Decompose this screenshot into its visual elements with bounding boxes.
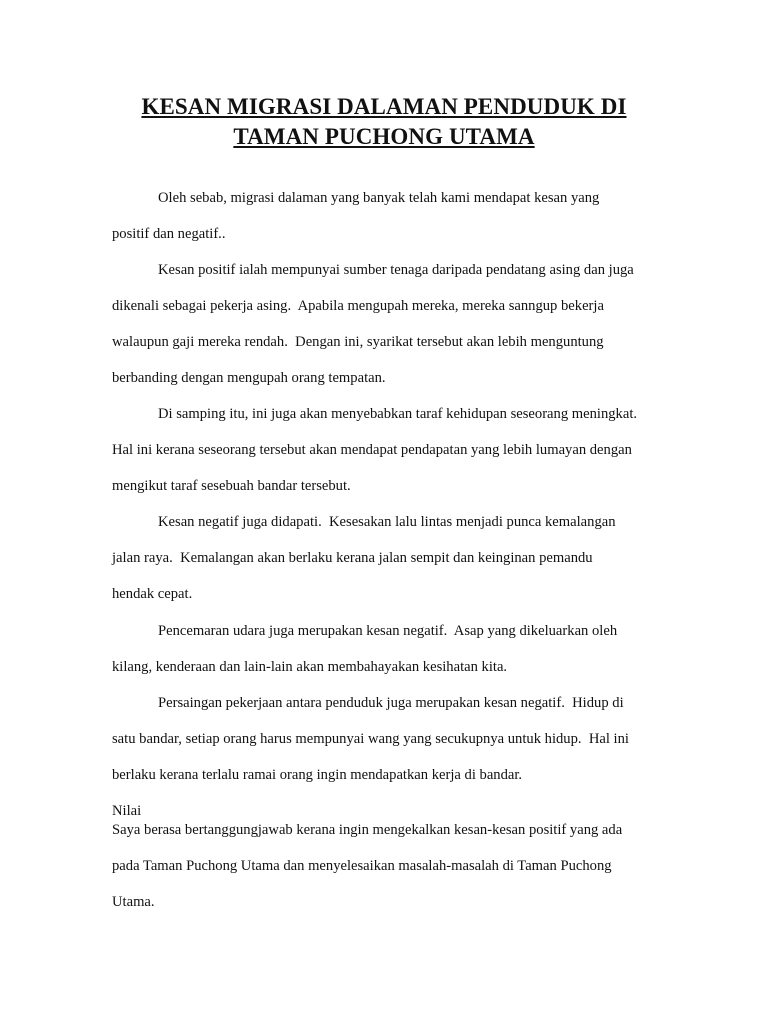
text-line: Oleh sebab, migrasi dalaman yang banyak telah kami mendapat kesan yang (158, 190, 600, 206)
text-line: positif dan negatif.. (112, 226, 226, 242)
text-line: berbanding dengan mengupah orang tempatan. (112, 370, 386, 386)
document-title-line-2: TAMAN PUCHONG UTAMA (233, 124, 535, 149)
text-line: satu bandar, setiap orang harus mempunyai wang yang secukupnya untuk hidup. Hal ini (112, 731, 629, 747)
text-line: Persaingan pekerjaan antara penduduk juga merupakan kesan negatif. Hidup di (158, 695, 624, 711)
text-line: Di samping itu, ini juga akan menyebabkan taraf kehidupan seseorang meningkat. (158, 406, 638, 422)
text-line: hendak cepat. (112, 586, 193, 602)
text-line: mengikut taraf sesebuah bandar tersebut. (112, 478, 351, 494)
text-line: Saya berasa bertanggungjawab kerana ingin mengekalkan kesan-kesan positif yang ada (112, 822, 623, 838)
text-line: Pencemaran udara juga merupakan kesan negatif. Asap yang dikeluarkan oleh (158, 623, 618, 639)
text-line: dikenali sebagai pekerja asing. Apabila mengupah mereka, mereka sanngup bekerja (112, 298, 604, 314)
document-title-line-1: KESAN MIGRASI DALAMAN PENDUDUK DI (141, 94, 627, 119)
text-line: Hal ini kerana seseorang tersebut akan mendapat pendapatan yang lebih lumayan dengan (112, 442, 632, 458)
text-line: Utama. (112, 894, 155, 910)
text-line: pada Taman Puchong Utama dan menyelesaikan masalah-masalah di Taman Puchong (112, 858, 612, 874)
text-line: berlaku kerana terlalu ramai orang ingin mendapatkan kerja di bandar. (112, 767, 523, 783)
text-line: walaupun gaji mereka rendah. Dengan ini, syarikat tersebut akan lebih menguntung (112, 334, 604, 350)
text-line: Kesan positif ialah mempunyai sumber tenaga daripada pendatang asing dan juga (158, 262, 634, 278)
text-line: kilang, kenderaan dan lain-lain akan membahayakan kesihatan kita. (112, 659, 508, 675)
text-line: Kesan negatif juga didapati. Kesesakan lalu lintas menjadi punca kemalangan (158, 514, 616, 530)
section-heading-nilai: Nilai (112, 803, 142, 819)
text-line: jalan raya. Kemalangan akan berlaku kerana jalan sempit dan keinginan pemandu (112, 550, 593, 566)
